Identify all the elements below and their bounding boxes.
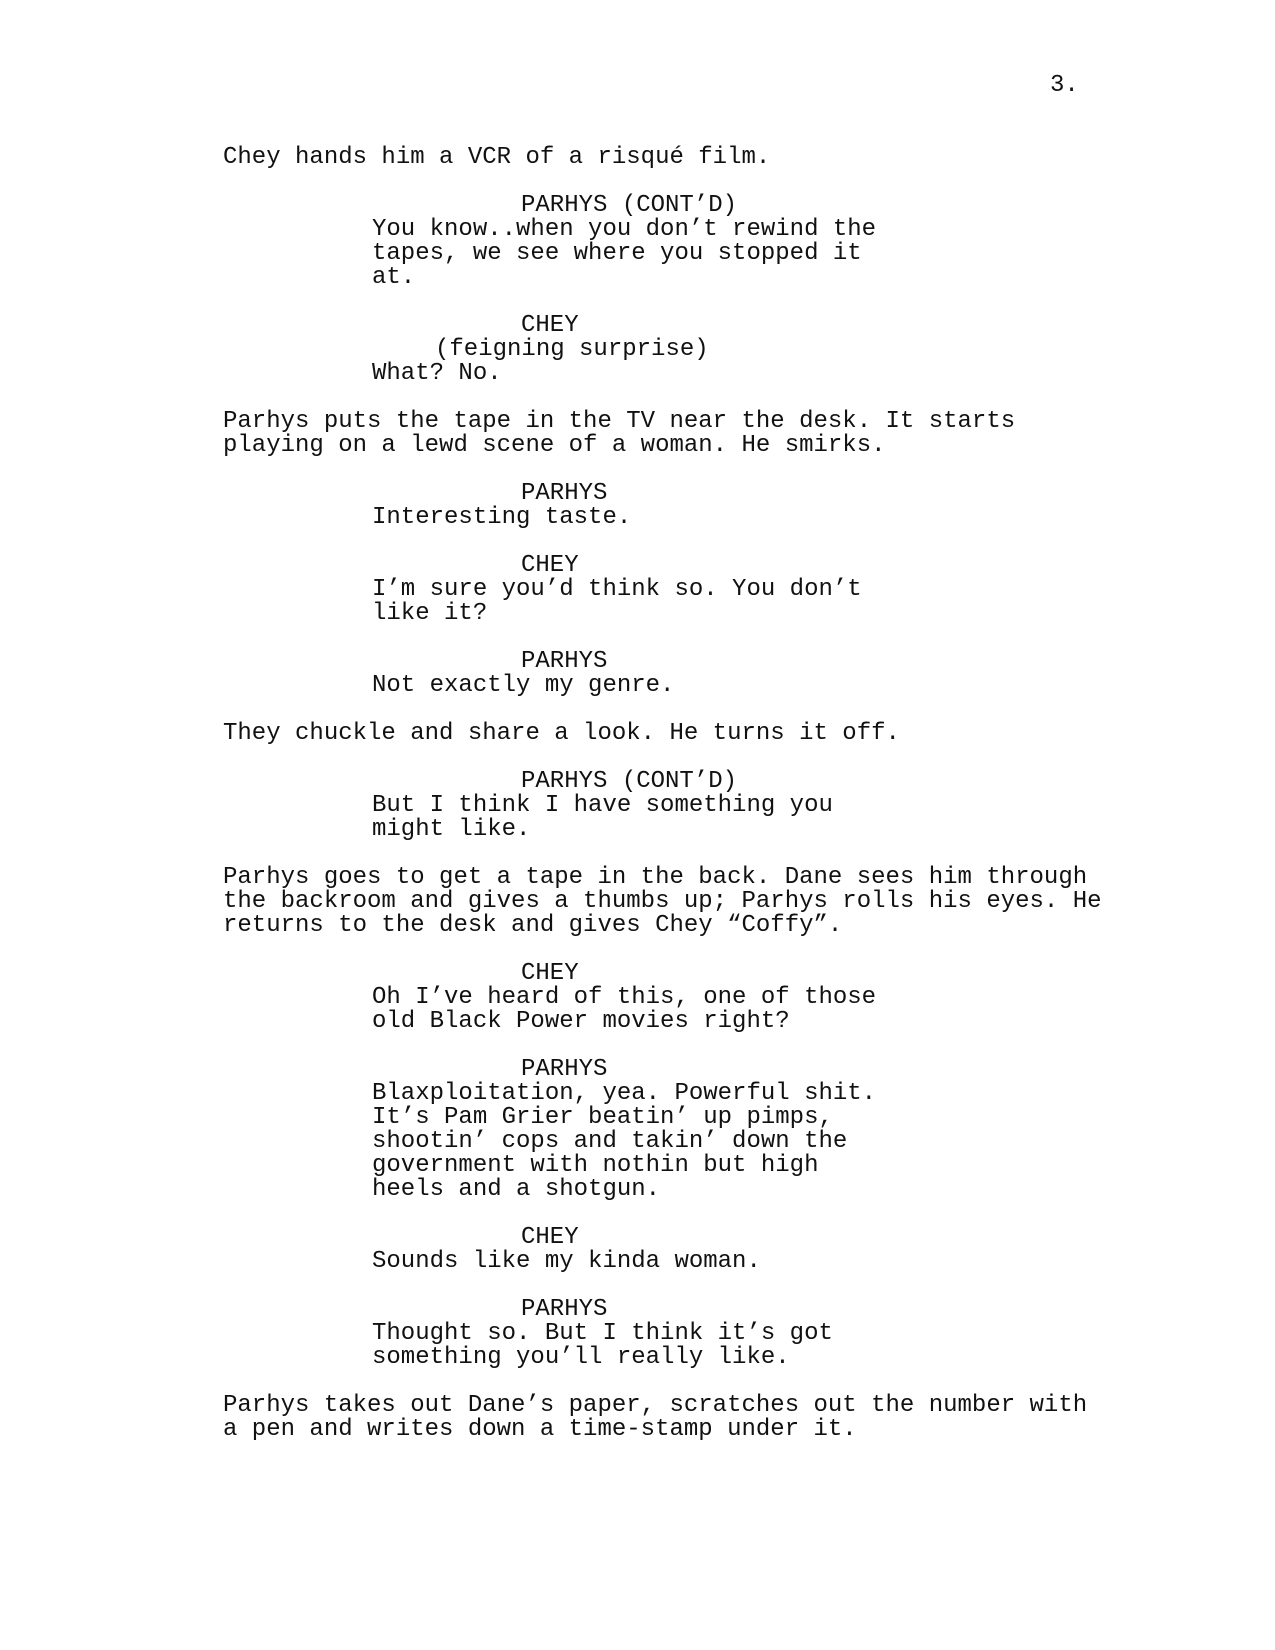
dialogue-line: might like.: [372, 816, 531, 843]
dialogue-line: tapes, we see where you stopped it: [372, 240, 862, 267]
character-cue: CHEY: [521, 312, 579, 339]
action-line: They chuckle and share a look. He turns it off.: [223, 720, 900, 747]
character-cue: PARHYS (CONT’D): [521, 192, 738, 219]
dialogue-line: something you’ll really like.: [372, 1344, 790, 1371]
dialogue-line: old Black Power movies right?: [372, 1008, 790, 1035]
action-line: the backroom and gives a thumbs up; Parhys rolls his eyes. He: [223, 888, 1102, 915]
dialogue-line: But I think I have something you: [372, 792, 833, 819]
dialogue-line: I’m sure you’d think so. You don’t: [372, 576, 862, 603]
dialogue-line: shootin’ cops and takin’ down the: [372, 1128, 848, 1155]
dialogue-line: Sounds like my kinda woman.: [372, 1248, 761, 1275]
character-cue: CHEY: [521, 552, 579, 579]
dialogue-line: heels and a shotgun.: [372, 1176, 661, 1203]
page-number: 3.: [1050, 72, 1079, 99]
dialogue-line: at.: [372, 264, 416, 291]
dialogue-line: like it?: [372, 600, 488, 627]
action-line: Parhys puts the tape in the TV near the desk. It starts: [223, 408, 1016, 435]
action-line: a pen and writes down a time-stamp under it.: [223, 1416, 857, 1443]
dialogue-line: Oh I’ve heard of this, one of those: [372, 984, 877, 1011]
dialogue-line: Not exactly my genre.: [372, 672, 675, 699]
action-line: returns to the desk and gives Chey “Coffy”.: [223, 912, 843, 939]
character-cue: CHEY: [521, 960, 579, 987]
parenthetical: (feigning surprise): [435, 336, 709, 363]
character-cue: CHEY: [521, 1224, 579, 1251]
dialogue-line: Blaxploitation, yea. Powerful shit.: [372, 1080, 877, 1107]
dialogue-line: Interesting taste.: [372, 504, 632, 531]
character-cue: PARHYS: [521, 648, 608, 675]
dialogue-line: It’s Pam Grier beatin’ up pimps,: [372, 1104, 833, 1131]
dialogue-line: government with nothin but high: [372, 1152, 819, 1179]
dialogue-line: You know..when you don’t rewind the: [372, 216, 877, 243]
character-cue: PARHYS (CONT’D): [521, 768, 738, 795]
action-line: Parhys goes to get a tape in the back. Dane sees him through: [223, 864, 1088, 891]
action-line: Chey hands him a VCR of a risqué film.: [223, 144, 771, 171]
action-line: playing on a lewd scene of a woman. He smirks.: [223, 432, 886, 459]
character-cue: PARHYS: [521, 1296, 608, 1323]
dialogue-line: Thought so. But I think it’s got: [372, 1320, 833, 1347]
character-cue: PARHYS: [521, 1056, 608, 1083]
action-line: Parhys takes out Dane’s paper, scratches out the number with: [223, 1392, 1088, 1419]
character-cue: PARHYS: [521, 480, 608, 507]
dialogue-line: What? No.: [372, 360, 502, 387]
